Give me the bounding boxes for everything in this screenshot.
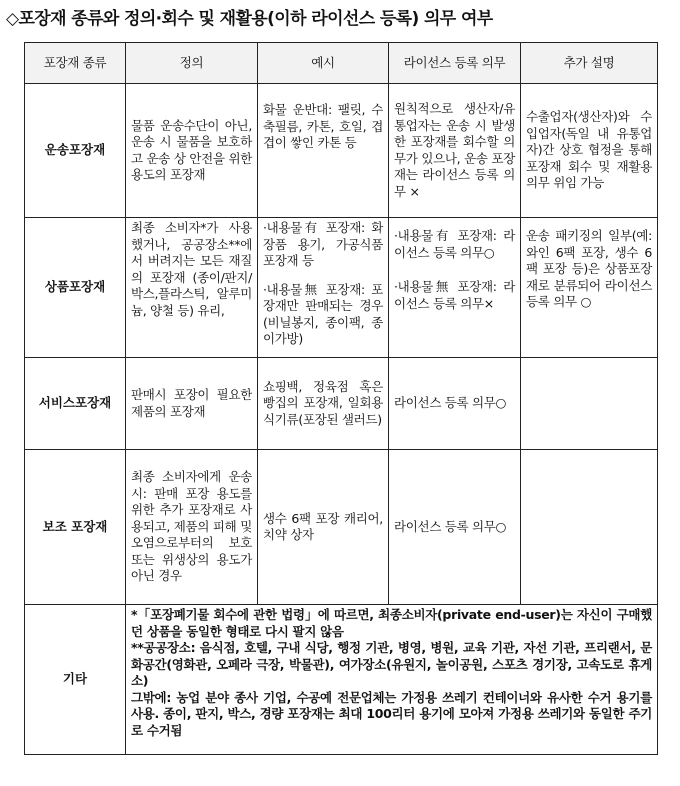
definition-text: 물품 운송수단이 아닌, 운송 시 물품을 보호하고 운송 상 안전을 위한 용도의 포장재 bbox=[131, 117, 252, 182]
definition-text: 판매시 포장이 필요한 제품의 포장재 bbox=[131, 387, 252, 419]
row-license bbox=[389, 358, 521, 450]
example-text-a: ·내용물有 포장재: 화장품 용기, 가공식품 포장재 등 bbox=[263, 220, 383, 268]
header-definition: 정의 bbox=[126, 43, 258, 84]
row-definition bbox=[126, 84, 258, 218]
row-type: 서비스포장재 bbox=[25, 358, 126, 450]
note-public-places: **공공장소: 음식점, 호텔, 구내 식당, 행정 기관, 병영, 병원, 교육 기관, 자선 기관, 프리랜서, 문화공간(영화관, 오페라 극장, 박물관), 여가장소(유원지, 놀이공원, 스포츠 경기장, 고속도로 휴게소) bbox=[131, 640, 652, 688]
table-row bbox=[25, 218, 658, 358]
row-definition bbox=[126, 358, 258, 450]
row-type: 운송포장재 bbox=[25, 84, 126, 218]
row-type: 보조 포장재 bbox=[25, 450, 126, 605]
license-text-a: ·내용물有 포장재: 라이선스 등록 의무○ bbox=[394, 228, 515, 260]
row-license bbox=[389, 218, 521, 358]
row-definition bbox=[126, 218, 258, 358]
row-definition bbox=[126, 450, 258, 605]
example-text-b: ·내용물無 포장재: 포장재만 판매되는 경우(비닐봉지, 종이팩, 종이가방) bbox=[263, 281, 383, 346]
row-extra bbox=[521, 84, 658, 218]
table-row bbox=[25, 358, 658, 450]
table-row bbox=[25, 450, 658, 605]
definition-text: 최종 소비자*가 사용 했거나, 공공장소**에서 버려지는 모든 재질의 포장재 (종이/판지/박스,플라스틱, 알루미늄, 양철 등) 유리, bbox=[131, 220, 252, 318]
page-title: ◇포장재 종류와 정의·회수 및 재활용(이하 라이선스 등록) 의무 여부 bbox=[6, 9, 493, 29]
license-text: 원칙적으로 생산자/유통업자는 운송 시 발생한 포장재를 회수할 의무가 있으나, 운송 포장재는 라이선스 등록 의무 × bbox=[394, 101, 515, 199]
example-text: 화물 운반대: 팰릿, 수축필름, 카톤, 호일, 겹겹이 쌓인 카톤 등 bbox=[263, 102, 383, 150]
license-text: 라이선스 등록 의무○ bbox=[394, 395, 507, 411]
header-type: 포장재 종류 bbox=[25, 43, 126, 84]
definition-text: 최종 소비자에게 운송 시: 판매 포장 용도를 위한 추가 포장재로 사용되고, 제품의 피해 및 오염으로부터의 보호 또는 위생상의 용도가 아닌 경우 bbox=[131, 469, 252, 584]
row-license bbox=[389, 84, 521, 218]
row-example bbox=[258, 218, 389, 358]
row-extra bbox=[521, 218, 658, 358]
note-others: 그밖에: 농업 분야 종사 기업, 수공예 전문업체는 가정용 쓰레기 컨테이너와 유사한 수거 용기를 사용. 종이, 판지, 박스, 경량 포장재는 최대 100리터 용기에 모아져 가정용 쓰레기와 동일한 주기로 수거됨 bbox=[131, 689, 652, 738]
table-row bbox=[25, 84, 658, 218]
table-row-other bbox=[25, 605, 658, 755]
row-license bbox=[389, 450, 521, 605]
header-extra: 추가 설명 bbox=[521, 43, 658, 84]
header-license: 라이선스 등록 의무 bbox=[389, 43, 521, 84]
example-text: 쇼핑백, 정육점 혹은 빵집의 포장재, 일회용 식기류(포장된 샐러드) bbox=[263, 378, 383, 427]
license-text: 라이선스 등록 의무○ bbox=[394, 518, 507, 534]
row-type: 상품포장재 bbox=[25, 218, 126, 358]
row-type-other: 기타 bbox=[25, 605, 126, 755]
license-text-b: ·내용물無 포장재: 라이선스 등록 의무× bbox=[394, 279, 515, 311]
packaging-table bbox=[24, 42, 658, 755]
note-end-user: *「포장폐기물 회수에 관한 법령」에 따르면, 최종소비자(private end-user)는 자신이 구매했던 상품을 동일한 형태로 다시 팔지 않음 bbox=[131, 607, 652, 639]
extra-text: 운송 패키징의 일부(예: 와인 6팩 포장, 생수 6팩 포장 등)은 상품포장재로 분류되어 라이선스 등록 의무 ○ bbox=[526, 228, 652, 309]
row-extra bbox=[521, 358, 658, 450]
row-example bbox=[258, 358, 389, 450]
row-example bbox=[258, 84, 389, 218]
header-example: 예시 bbox=[258, 43, 389, 84]
row-example bbox=[258, 450, 389, 605]
row-extra bbox=[521, 450, 658, 605]
example-text: 생수 6팩 포장 캐리어, 치약 상자 bbox=[263, 510, 383, 542]
extra-text: 수출업자(생산자)와 수입업자(독일 내 유통업자)간 상호 협정을 통해 포장재 회수 및 재활용 의무 위임 가능 bbox=[526, 109, 652, 191]
table-header-row bbox=[25, 43, 658, 84]
other-notes bbox=[126, 605, 658, 755]
